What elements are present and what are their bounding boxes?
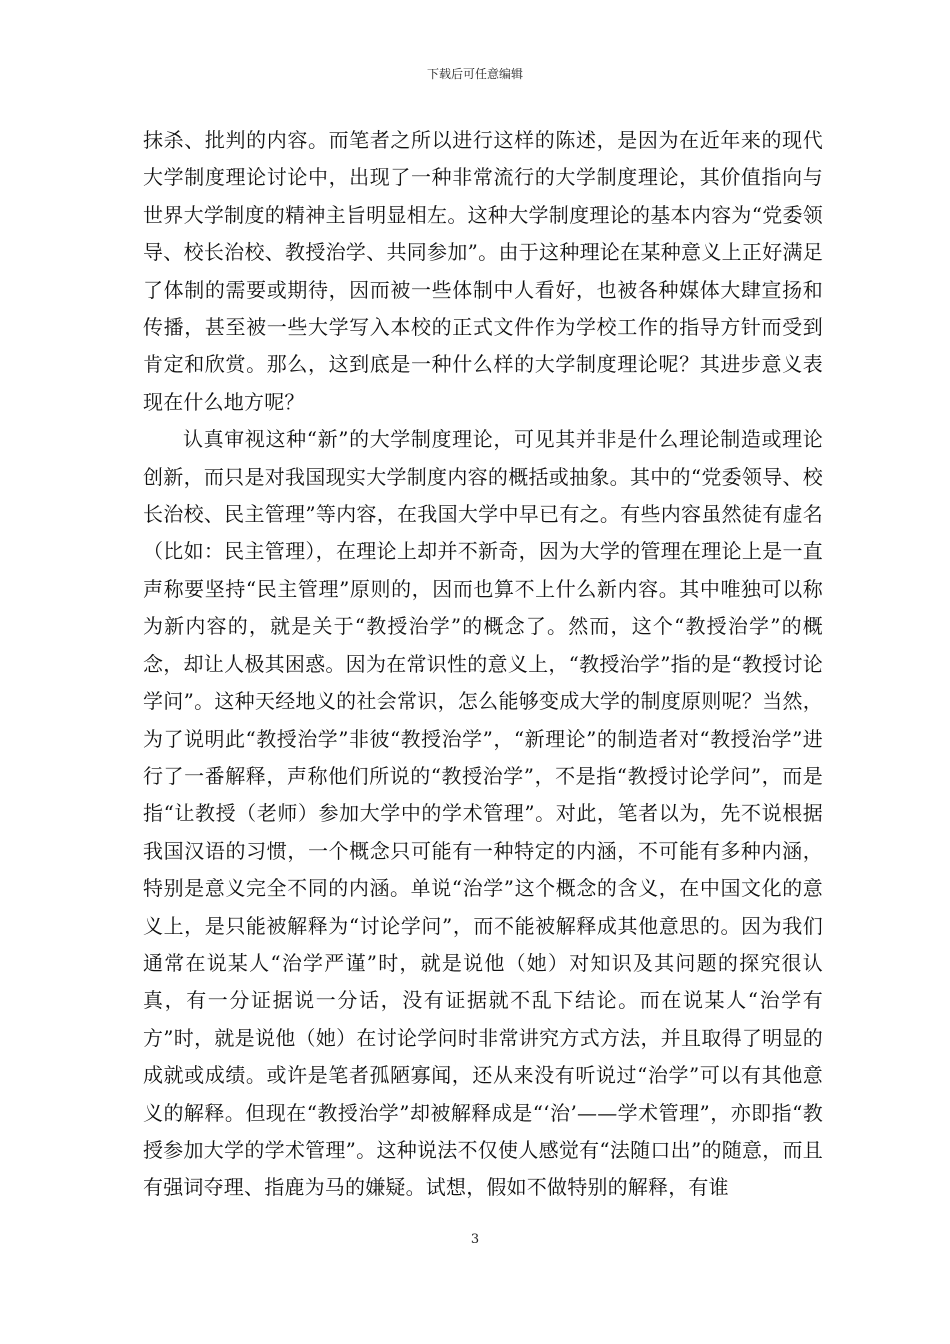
paragraph-1: 抹杀、批判的内容。而笔者之所以进行这样的陈述，是因为在近年来的现代大学制度理论讨论中，出现了一种非常流行的大学制度理论，其价值指向与世界大学制度的精神主旨明显相左。这种大学制度理论的基本内容为“党委领导、校长治校、教授治学、共同参加”。由于这种理论在某种意义上正好满足了体制的需要或期待，因而被一些体制中人看好，也被各种媒体大肆宣扬和传播，甚至被一些大学写入本校的正式文件作为学校工作的指导方针而受到肯定和欣赏。那么，这到底是一种什么样的大学制度理论呢？其进步意义表现在什么地方呢？ <box>143 128 823 414</box>
page-number: 3 <box>470 1232 480 1247</box>
paragraph-2: 认真审视这种“新”的大学制度理论，可见其并非是什么理论制造或理论创新，而只是对我国现实大学制度内容的概括或抽象。其中的“党委领导、校长治校、民主管理”等内容，在我国大学中早已有之。有些内容虽然徒有虚名（比如：民主管理），在理论上却并不新奇，因为大学的管理在理论上是一直声称要坚持“民主管理”原则的，因而也算不上什么新内容。其中唯独可以称为新内容的，就是关于“教授治学”的概念了。然而，这个“教授治学”的概念，却让人极其困惑。因为在常识性的意义上，“教授治学”指的是“教授讨论学问”。这种天经地义的社会常识，怎么能够变成大学的制度原则呢？当然，为了说明此“教授治学”非彼“教授治学”，“新理论”的制造者对“教授治学”进行了一番解释，声称他们所说的“教授治学”，不是指“教授讨论学问”，而是指“让教授（老师）参加大学中的学术管理”。对此，笔者以为，先不说根据我国汉语的习惯，一个概念只可能有一种特定的内涵，不可能有多种内涵，特别是意义完全不同的内涵。单说“治学”这个概念的含义，在中国文化的意义上，是只能被解释为“讨论学问”，而不能被解释成其他意思的。因为我们通常在说某人“治学严谨”时，就是说他（她）对知识及其问题的探究很认真，有一分证据说一分话，没有证据就不乱下结论。而在说某人“治学有方”时，就是说他（她）在讨论学问时非常讲究方式方法，并且取得了明显的成就或成绩。或许是笔者孤陋寡闻，还从来没有听说过“治学”可以有其他意义的解释。但现在“教授治学”却被解释成是“‘治’——学术管理”，亦即指“教授参加大学的学术管理”。这种说法不仅使人感觉有“法随口出”的随意，而且有强词夺理、指鹿为马的嫌疑。试想，假如不做特别的解释，有谁 <box>143 427 823 1200</box>
body-text <box>143 122 823 1207</box>
page-header: 下载后可任意编辑 <box>426 67 523 81</box>
